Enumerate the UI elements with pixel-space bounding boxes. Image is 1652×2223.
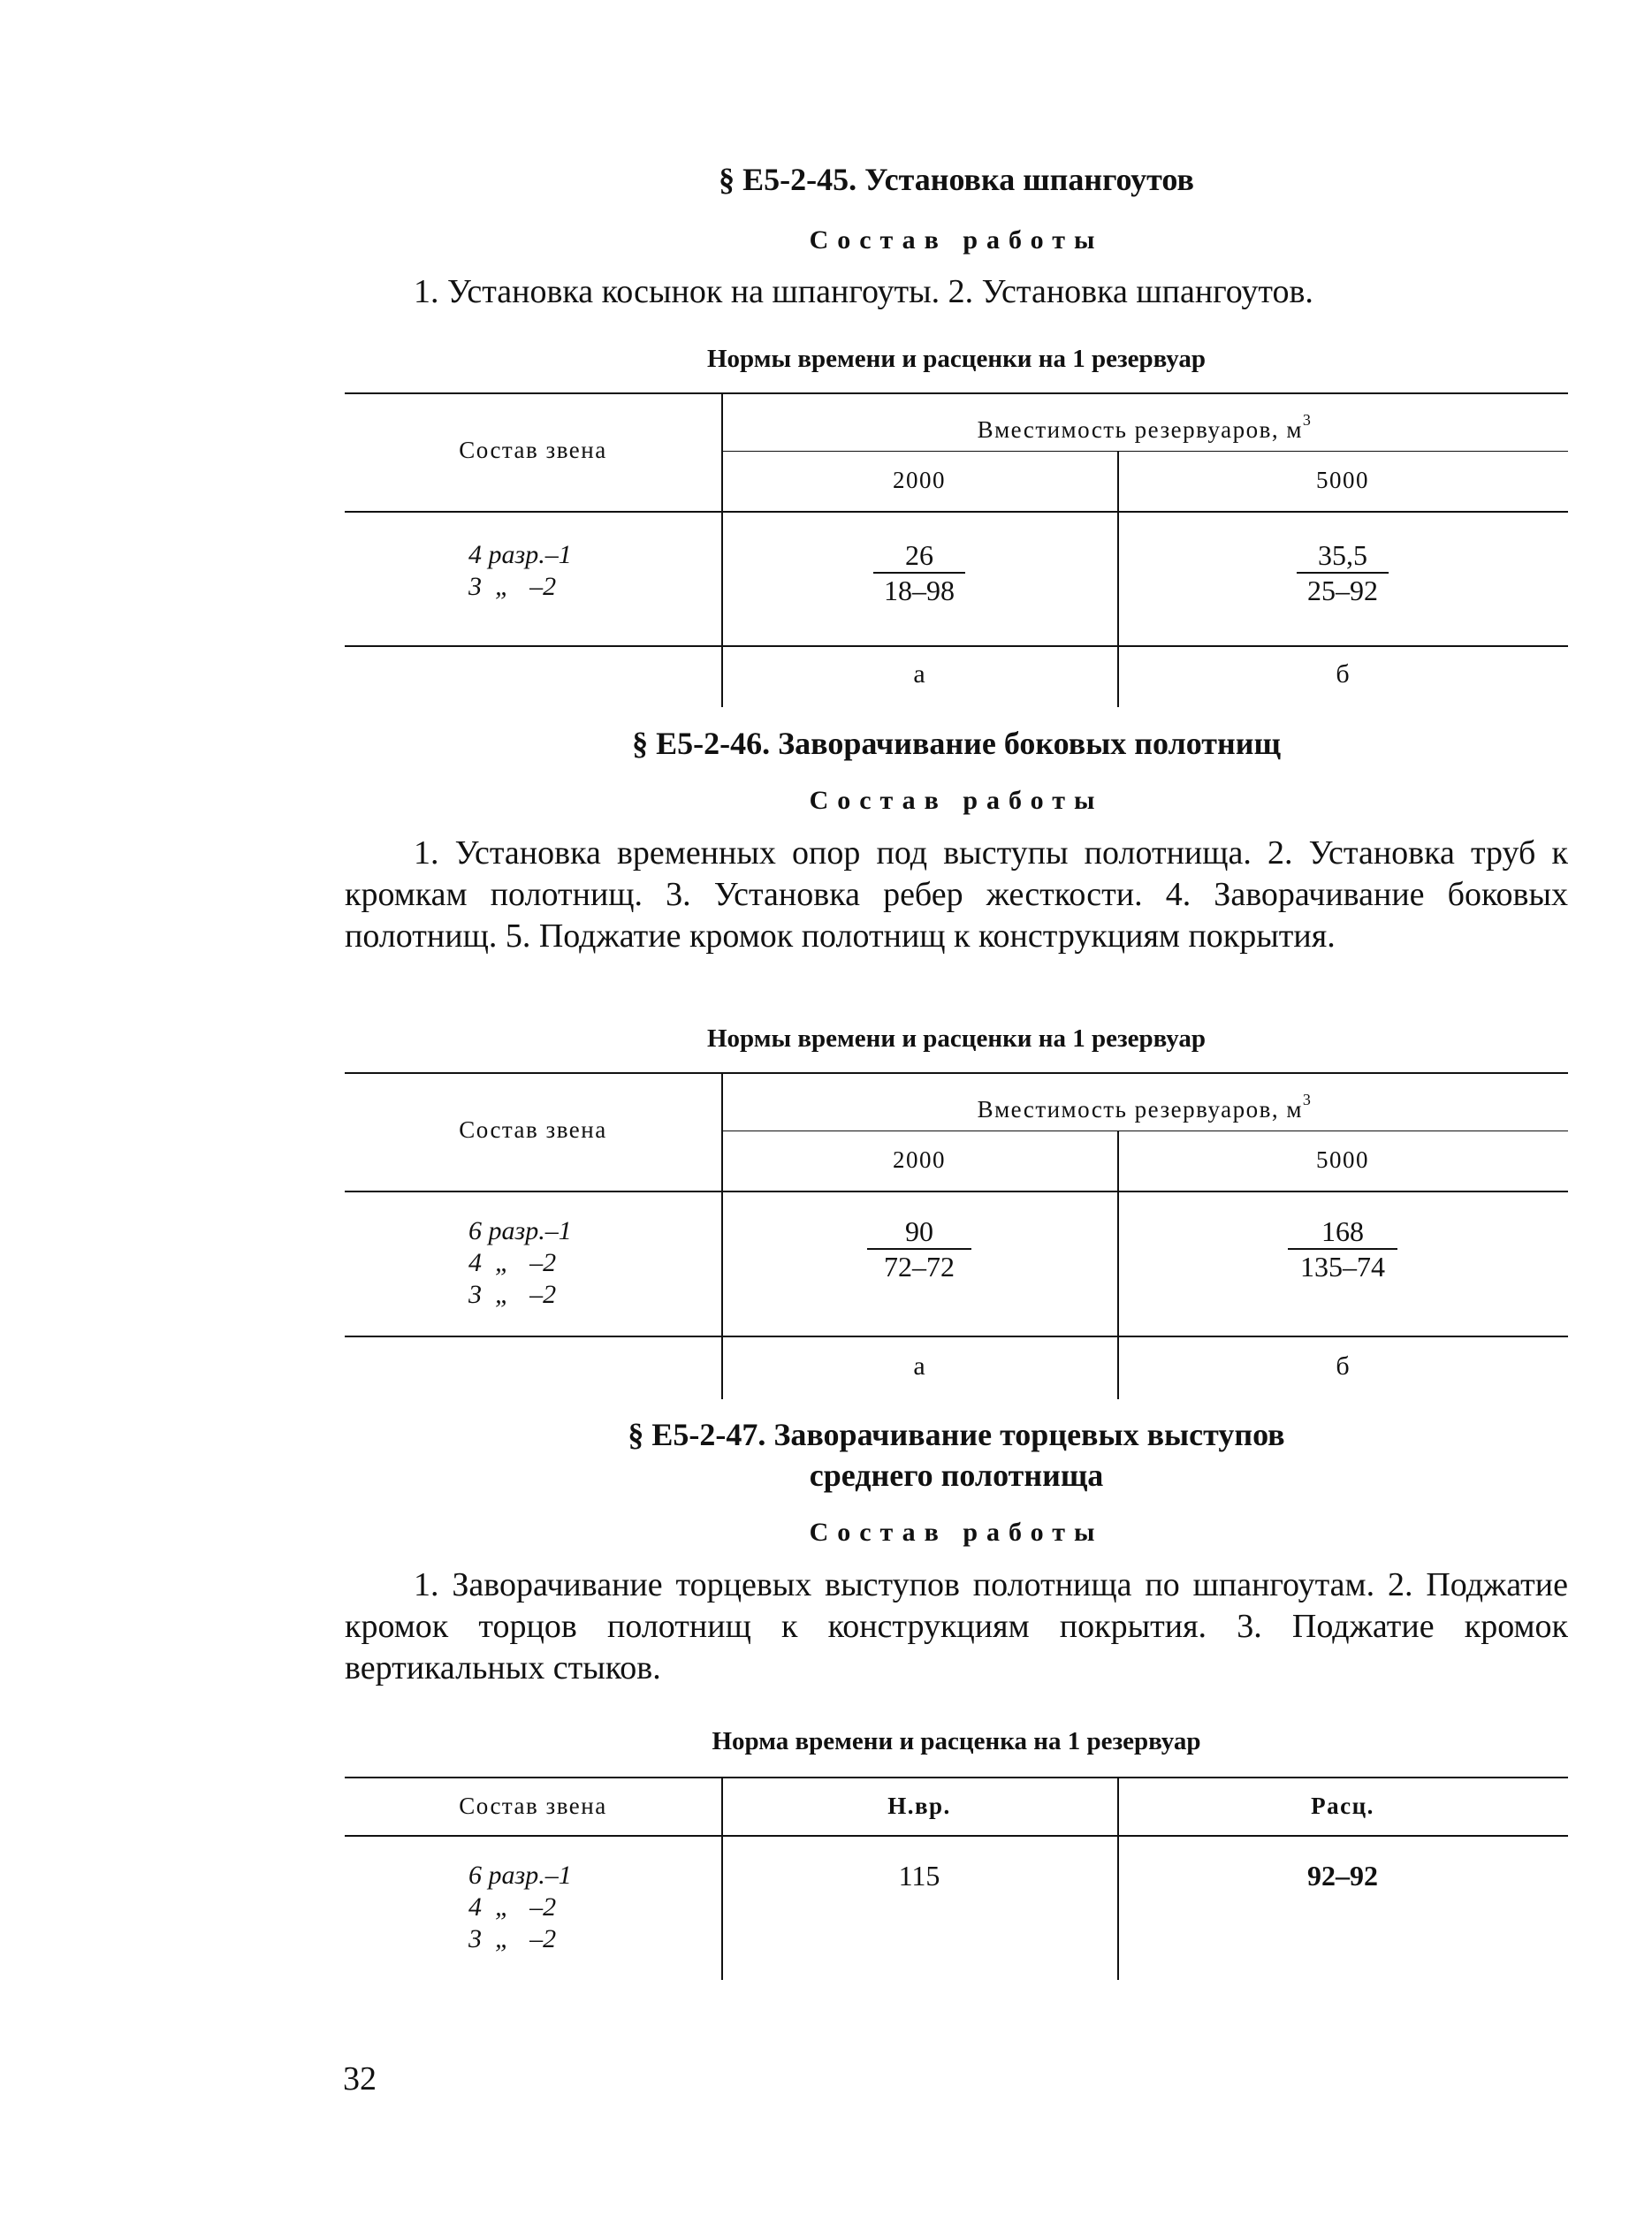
crew-line: 3 „ –2 (468, 572, 557, 601)
norm-value: 115 (898, 1860, 940, 1892)
section-subhead: Состав работы (809, 225, 1104, 255)
section-text: 1. Установка косынок на шпангоуты. 2. Установка шпангоутов. (414, 273, 1313, 310)
column-header-crew: Состав звена (459, 1793, 607, 1819)
column-header-norm: Н.вр. (887, 1793, 951, 1819)
section-heading: § Е5-2-46. Заворачивание боковых полотнищ (632, 726, 1281, 761)
column-header-capacity: Вместимость резервуаров, $м^3$ (977, 1091, 1313, 1123)
norm-value-5000: $\frac{168}{135-74}$ (1117, 1214, 1568, 1283)
column-letter-b: б (1336, 659, 1350, 689)
column-header-5000: 5000 (1316, 467, 1369, 493)
norm-value-2000: $\frac{90}{72-72}$ (721, 1214, 1117, 1283)
column-header-2000: 2000 (893, 1146, 946, 1173)
section-heading-continued: среднего полотнища (809, 1458, 1104, 1493)
section-subhead: Состав работы (809, 1518, 1104, 1547)
table-caption: Норма времени и расценка на 1 резервуар (712, 1727, 1201, 1755)
crew-line: 4 разр.–1 (468, 540, 572, 569)
section-text: 1. Заворачивание торцевых выступов полотнища по шпангоутам. 2. Поджатие кромок торцов полотнищ к конструкциям покрытия. 3. Поджатие кромок вертикальных стыков. (345, 1566, 1568, 1686)
table-caption: Нормы времени и расценки на 1 резервуар (706, 1024, 1207, 1053)
table-rule (345, 1777, 1568, 1778)
table-rule (721, 451, 1568, 452)
crew-line: 3 „ –2 (468, 1924, 557, 1953)
table-rule (345, 1336, 1568, 1337)
table-rule (345, 645, 1568, 647)
table-rule (345, 1835, 1568, 1837)
norm-value-2000: $\frac{26}{18-98}$ (721, 537, 1117, 607)
column-letter-a: а (913, 659, 925, 689)
section-heading: § Е5-2-47. Заворачивание торцевых выступов (628, 1417, 1285, 1452)
table-rule (345, 1191, 1568, 1192)
column-header-5000: 5000 (1316, 1146, 1369, 1173)
column-letter-b: б (1336, 1351, 1350, 1381)
crew-line: 3 „ –2 (468, 1280, 557, 1309)
table-rule (345, 1072, 1568, 1074)
section-text: 1. Установка временных опор под выступы полотнища. 2. Установка труб к кромкам полотнищ. 3. Установка ребер жесткости. 4. Заворачивание боковых полотнищ. 5. Поджатие кромок полотнищ к конструкциям покрытия. (345, 834, 1568, 955)
table-rule (345, 511, 1568, 513)
column-header-capacity: Вместимость резервуаров, $м^3$ (977, 411, 1313, 443)
crew-line: 4 „ –2 (468, 1892, 557, 1922)
column-header-crew: Состав звена (459, 1116, 607, 1143)
norms-table (345, 392, 1568, 707)
norms-table (345, 1777, 1568, 1980)
crew-line: 4 „ –2 (468, 1248, 557, 1277)
section-subhead: Состав работы (809, 786, 1104, 815)
page-number: 32 (343, 2060, 377, 2097)
table-rule (345, 392, 1568, 394)
crew-line: 6 разр.–1 (468, 1216, 572, 1245)
crew-line: 6 разр.–1 (468, 1861, 572, 1890)
norm-value-5000: $\frac{35,5}{25-92}$ (1117, 537, 1568, 607)
norms-table (345, 1072, 1568, 1399)
column-letter-a: а (913, 1351, 925, 1381)
column-header-rate: Расц. (1311, 1793, 1374, 1819)
section-heading: § Е5-2-45. Установка шпангоутов (719, 162, 1194, 197)
column-header-2000: 2000 (893, 467, 946, 493)
rate-value: 92–92 (1307, 1860, 1378, 1892)
column-header-crew: Состав звена (459, 437, 607, 463)
table-caption: Нормы времени и расценки на 1 резервуар (706, 345, 1207, 373)
